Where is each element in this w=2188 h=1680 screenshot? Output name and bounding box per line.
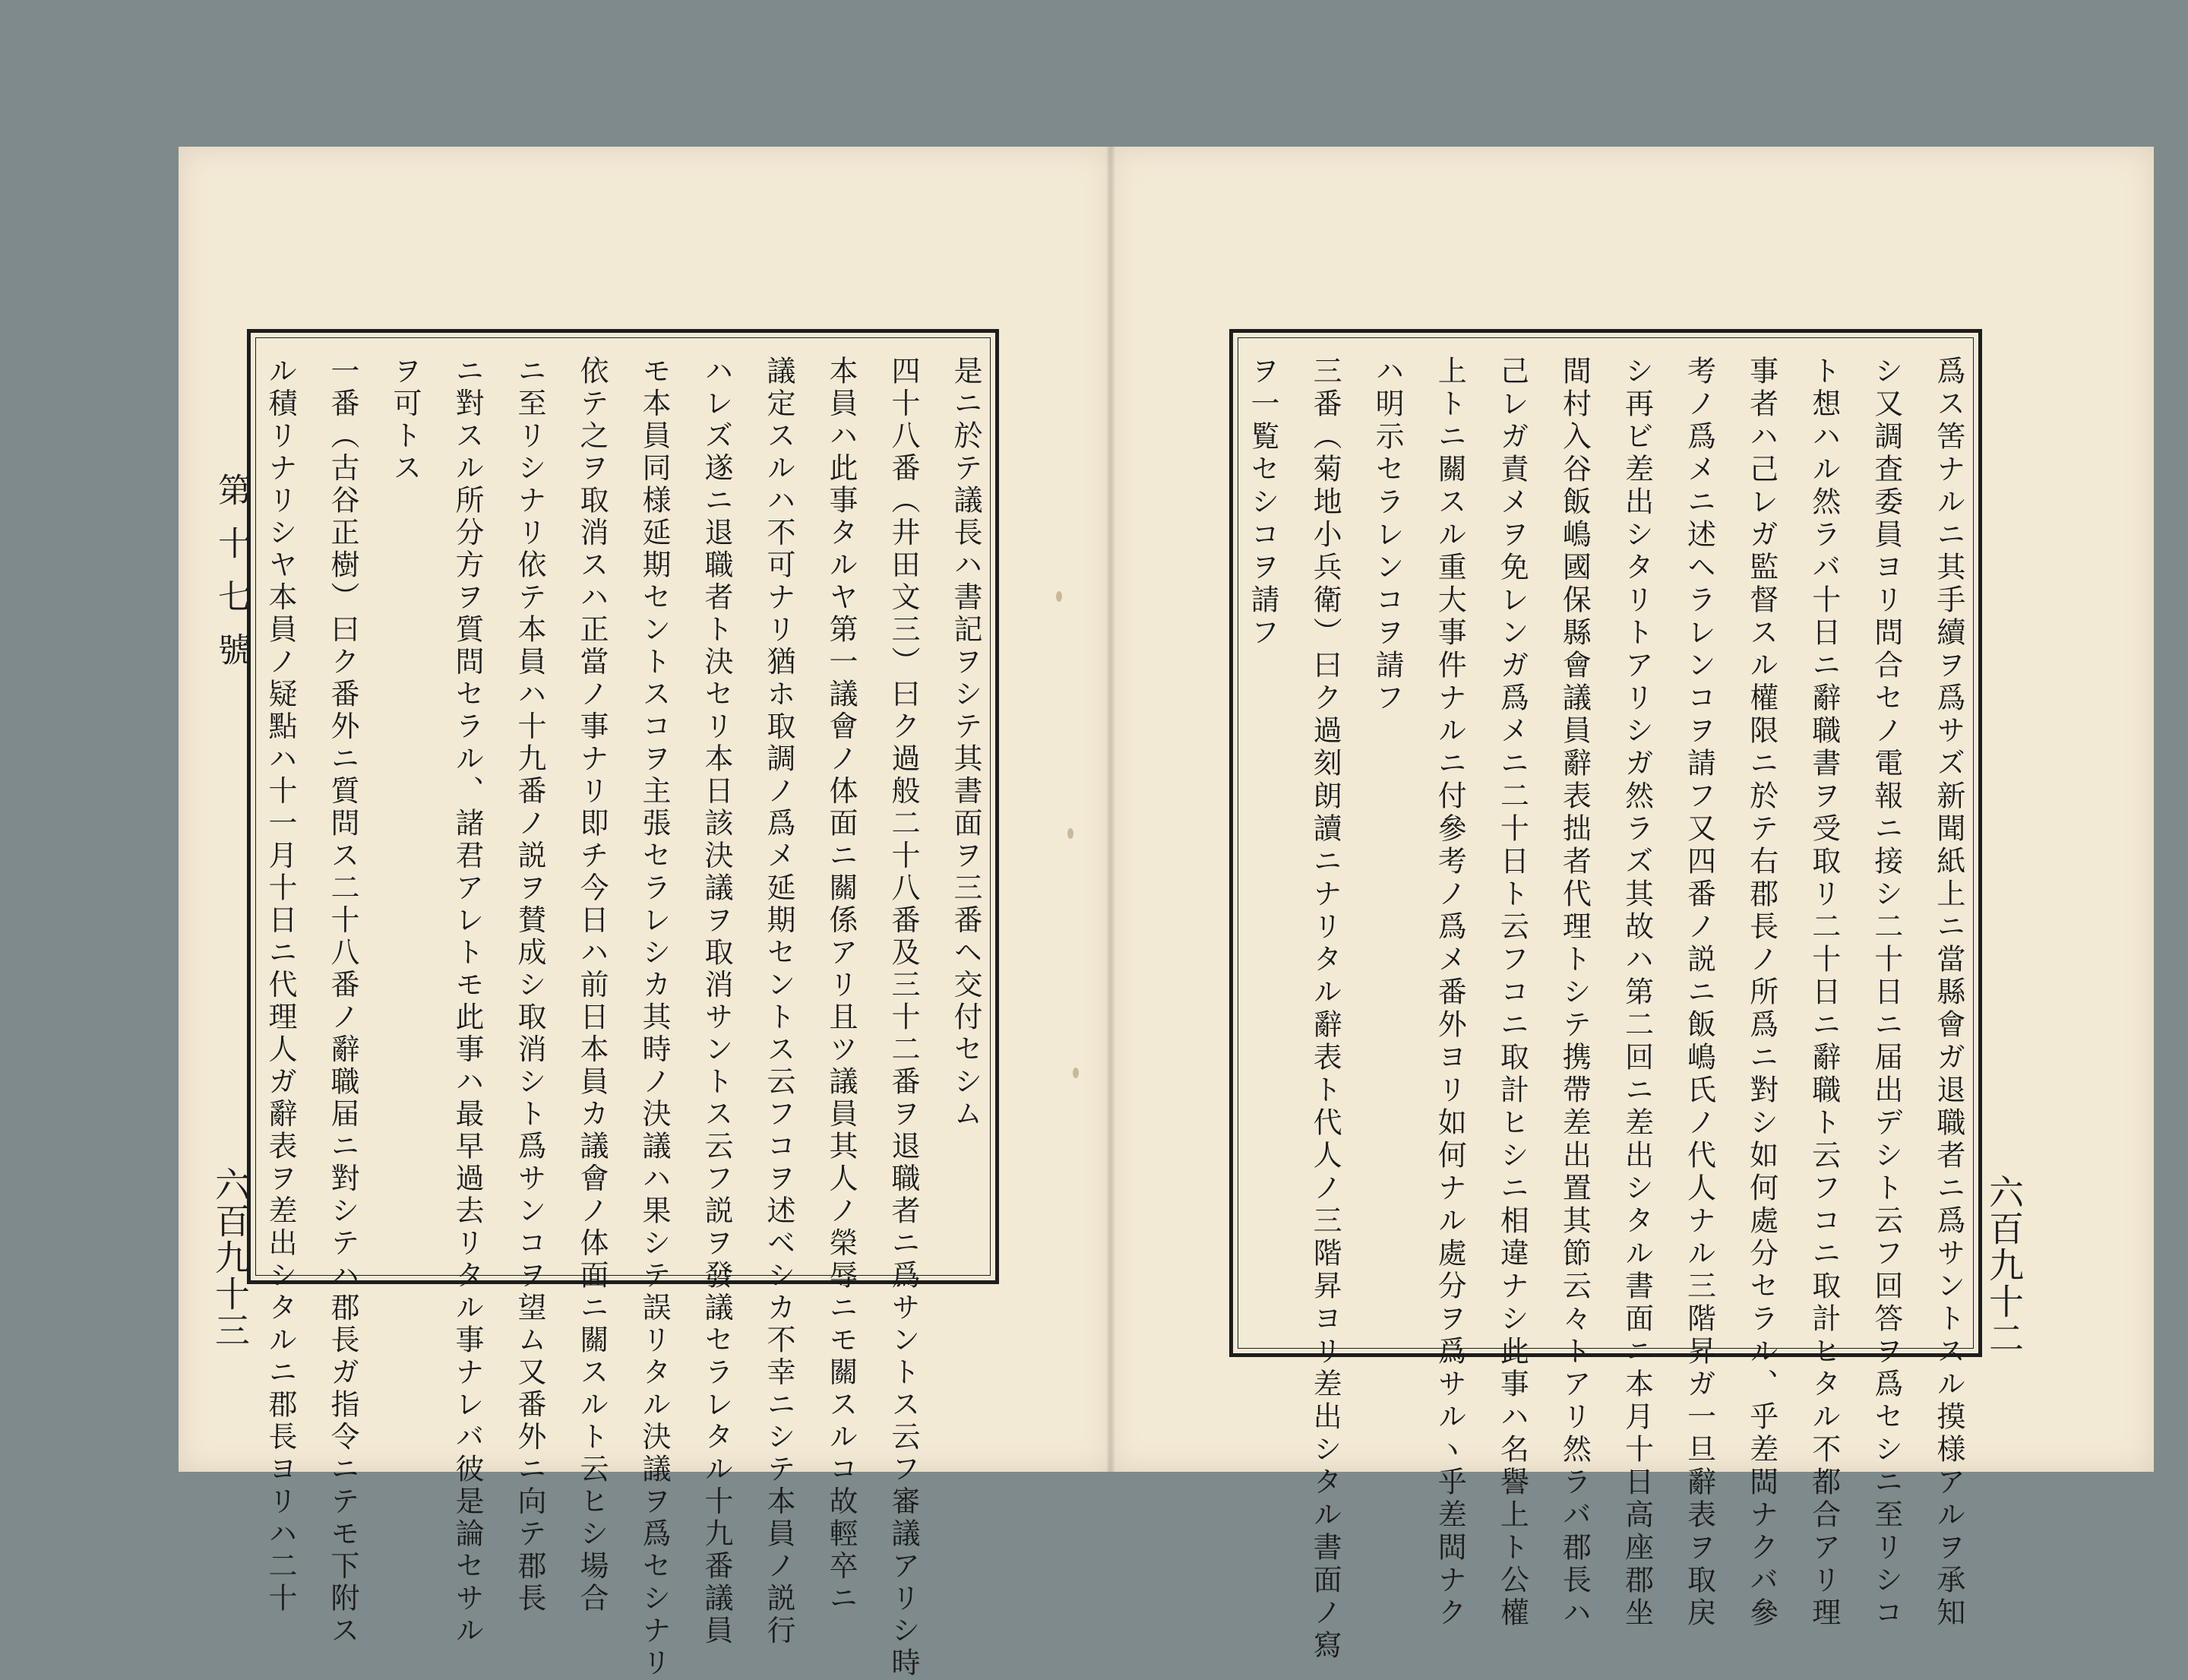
text-column: 四十八番（井田文三）曰ク過般二十八番及三十二番ヲ退職者ニ爲サントス云フ審議アリシ時 xyxy=(887,356,920,1680)
text-column: 三番（菊地小兵衛）曰ク過刻朗讀ニナリタル辭表ト代人ノ三階昇ヨリ差出シタル書面ノ寫 xyxy=(1308,356,1342,1663)
text-column: 己レガ責メヲ免レンガ爲メニ二十日ト云フコニ取計ヒシニ相違ナシ此事ハ名譽上ト公權 xyxy=(1495,356,1529,1630)
issue-label: 第十七號 xyxy=(212,473,251,685)
right-text-columns xyxy=(1246,356,1965,1663)
text-column: 一番（古谷正樹）曰ク番外ニ質問ス二十八番ノ辭職届ニ對シテハ郡長ガ指令ニテモ下附ス xyxy=(326,356,359,1647)
text-column: ニ對スル所分方ヲ質問セラル、諸君アレトモ此事ハ最早過去リタル事ナレバ彼是論セサル xyxy=(451,356,484,1647)
text-column: ハレズ遂ニ退職者ト決セリ本日該決議ヲ取消サントス云フ説ヲ發議セラレタル十九番議員 xyxy=(700,356,733,1647)
text-column: ヲ一覧セシコヲ請フ xyxy=(1246,356,1279,650)
text-column: シ再ビ差出シタリトアリシガ然ラズ其故ハ第二回ニ差出シタル書面ニ本月十日高座郡坐 xyxy=(1620,356,1654,1630)
text-column: ル積リナリシヤ本員ノ疑點ハ十一月十日ニ代理人ガ辭表ヲ差出シタルニ郡長ヨリハ二十 xyxy=(264,356,297,1615)
left-text-frame xyxy=(247,329,999,1680)
text-column: 議定スルハ不可ナリ猶ホ取調ノ爲メ延期セントス云フコヲ述ベシカ不幸ニシテ本員ノ説行 xyxy=(762,356,795,1647)
binding-hole xyxy=(1073,1068,1079,1078)
text-column: 事者ハ己レガ監督スル權限ニ於テ右郡長ノ所爲ニ對シ如何處分セラル、乎差閊ナクバ參 xyxy=(1744,356,1779,1630)
left-text-columns xyxy=(264,356,982,1680)
text-column: ハ明示セラレンコヲ請フ xyxy=(1371,356,1405,715)
page-number-right: 六百九十二 xyxy=(1984,1174,2025,1356)
text-column: 考ノ爲メニ述ヘラレンコヲ請フ又四番ノ説ニ飯嶋氏ノ代人ナル三階昇ガ一旦辭表ヲ取戻 xyxy=(1682,356,1716,1630)
text-column: 依テ之ヲ取消スハ正當ノ事ナリ即チ今日ハ前日本員カ議會ノ体面ニ關スルト云ヒシ場合 xyxy=(575,356,609,1615)
text-column: ト想ハル然ラバ十日ニ辭職書ヲ受取リ二十日ニ辭職ト云フコニ取計ヒタル不都合アリ理 xyxy=(1807,356,1841,1630)
book-fold xyxy=(1107,147,1115,1472)
text-column: モ本員同様延期セントスコヲ主張セラレシカ其時ノ決議ハ果シテ誤リタル決議ヲ爲セシナリ xyxy=(637,356,671,1680)
text-column: 上トニ關スル重大事件ナルニ付參考ノ爲メ番外ヨリ如何ナル處分ヲ爲サルヽ乎差閊ナク xyxy=(1433,356,1467,1630)
text-column: シ又調査委員ヨリ問合セノ電報ニ接シ二十日ニ届出デシト云フ回答ヲ爲セシニ至リシコ xyxy=(1869,356,1903,1630)
text-column: ニ至リシナリ依テ本員ハ十九番ノ説ヲ賛成シ取消シト爲サンコヲ望ム又番外ニ向テ郡長 xyxy=(513,356,546,1615)
text-column: 爲ス筈ナルニ其手續ヲ爲サズ新聞紙上ニ當縣會ガ退職者ニ爲サントスル摸様アルヲ承知 xyxy=(1931,356,1965,1630)
text-column: 是ニ於テ議長ハ書記ヲシテ其書面ヲ三番ヘ交付セシム xyxy=(949,356,982,1131)
binding-hole xyxy=(1056,591,1062,602)
binding-hole xyxy=(1067,828,1073,839)
text-column: 間村入谷飯嶋國保縣會議員辭表拙者代理トシテ携帶差出置其節云々トアリ然ラバ郡長ハ xyxy=(1557,356,1592,1630)
text-column: 本員ハ此事タルヤ第一議會ノ体面ニ關係アリ且ツ議員其人ノ榮辱ニモ關スルコ故輕卒ニ xyxy=(824,356,858,1615)
text-column: ヲ可トス xyxy=(388,356,422,485)
page-number-left: 六百九十三 xyxy=(210,1166,251,1349)
right-text-frame xyxy=(1229,329,1982,1663)
